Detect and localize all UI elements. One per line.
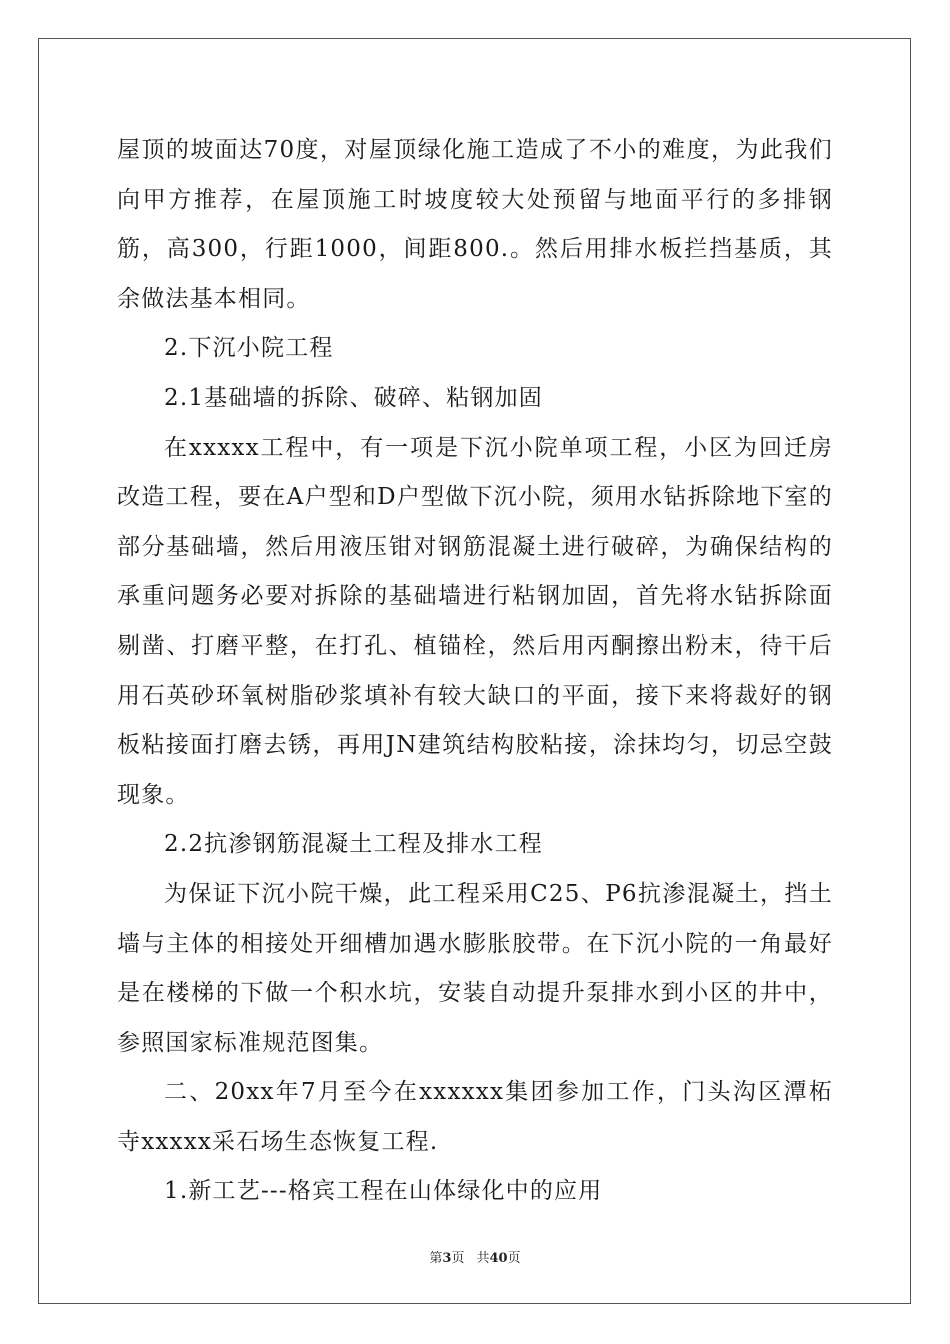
total-page-count: 40 [489,1251,508,1266]
heading-sunken-courtyard: 2.下沉小院工程 [164,335,334,362]
page-suffix: 页 [451,1251,465,1266]
paragraph-quarry-project: 二、20xx年7月至今在xxxxxx集团参加工作，门头沟区潭柘寺xxxxx采石场生态恢复工程. [117,1079,833,1155]
document-body [117,126,833,1217]
current-page-number: 3 [442,1251,452,1266]
page-footer [0,1247,950,1266]
paragraph-foundation-wall: 在xxxxx工程中，有一项是下沉小院单项工程，小区为回迁房改造工程，要在A户型和D户型做下沉小院，须用水钻拆除地下室的部分基础墙，然后用液压钳对钢筋混凝土进行破碎，为确保结构的承重问题务必要对拆除的基础墙进行粘钢加固，首先将水钻拆除面剔凿、打磨平整，在打孔、植锚栓，然后用丙酮擦出粉末，待干后用石英砂环氧树脂砂浆填补有较大缺口的平面，接下来将裁好的钢板粘接面打磨去锈，再用JN建筑结构胶粘接，涂抹均匀，切忌空鼓现象。 [117,434,833,808]
paragraph-impermeable-concrete: 为保证下沉小院干燥，此工程采用C25、P6抗渗混凝土，挡土墙与主体的相接处开细槽加遇水膨胀胶带。在下沉小院的一角最好是在楼梯的下做一个积水坑，安装自动提升泵排水到小区的井中，参照国家标准规范图集。 [117,880,833,1056]
heading-gabion-process: 1.新工艺---格宾工程在山体绿化中的应用 [164,1178,603,1205]
paragraph-roof-slope: 屋顶的坡面达70度，对屋顶绿化施工造成了不小的难度，为此我们向甲方推荐，在屋顶施工时坡度较大处预留与地面平行的多排钢筋，高300，行距1000，间距800.。然后用排水板拦挡基质，其余做法基本相同。 [117,137,833,312]
heading-impermeable-concrete: 2.2抗渗钢筋混凝土工程及排水工程 [164,831,543,858]
total-prefix: 共 [476,1251,490,1266]
heading-foundation-wall: 2.1基础墙的拆除、破碎、粘钢加固 [164,384,543,411]
page-prefix: 第 [429,1251,443,1266]
total-suffix: 页 [507,1251,521,1266]
